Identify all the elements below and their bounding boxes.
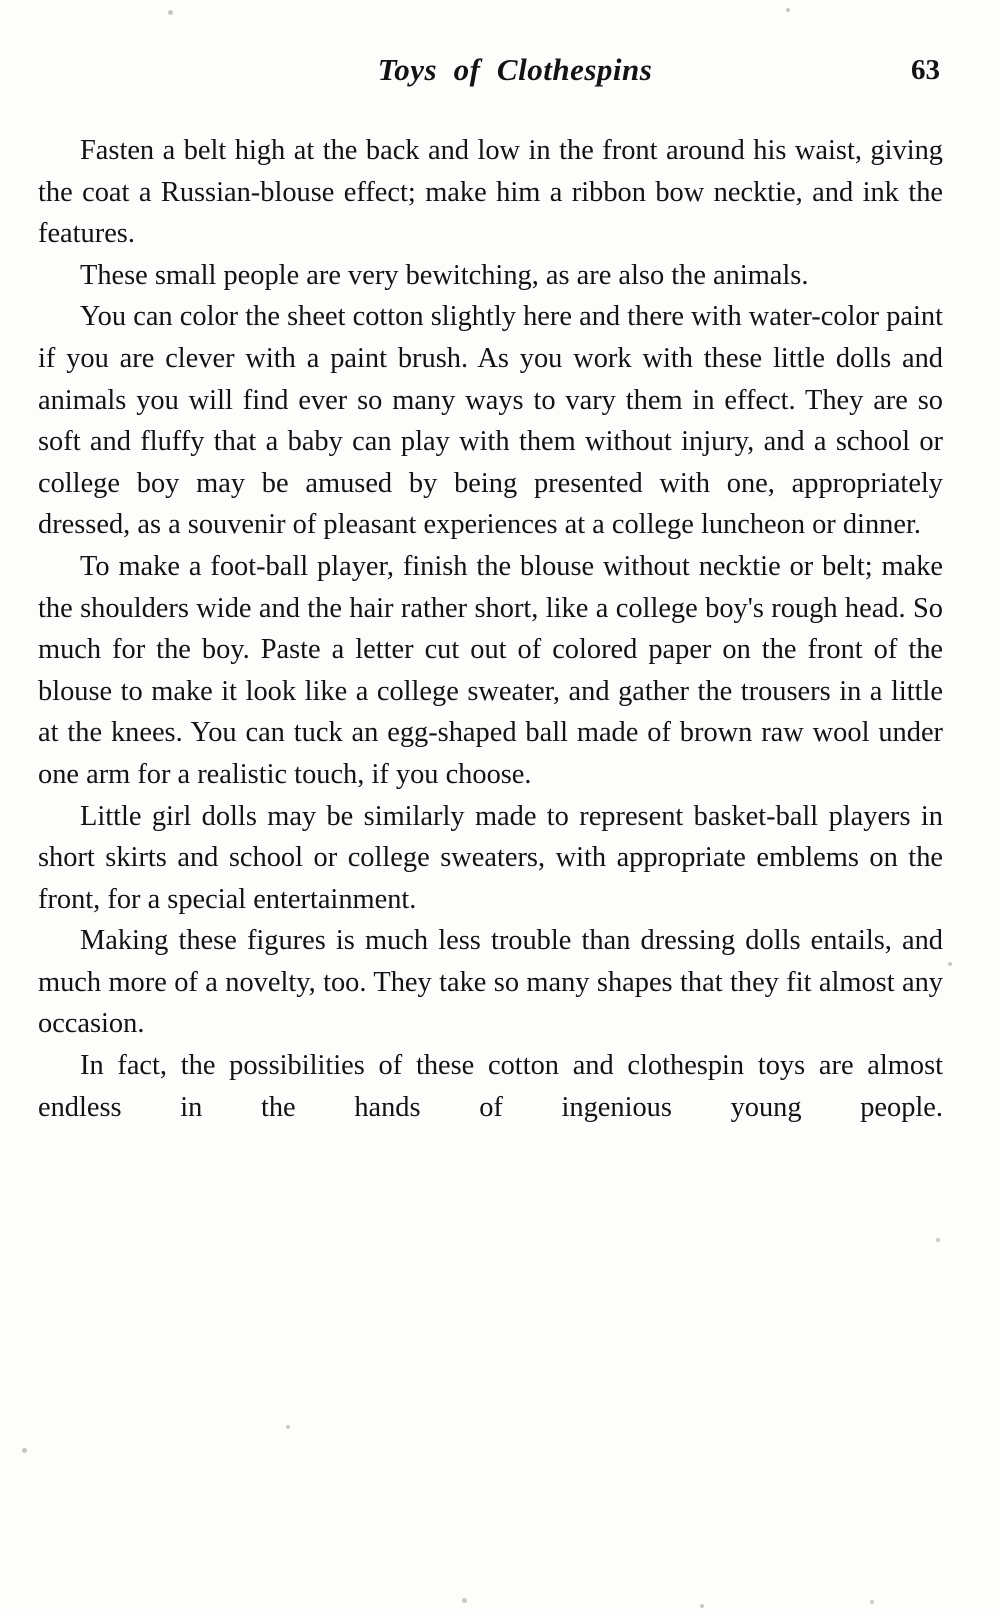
paragraph: To make a foot-ball player, finish the blouse without necktie or belt; make the shoulders wide and the hair rather short, like a college boy's rough head. So much for the boy. Paste a letter cut out of colored paper on the front of the blouse to make it look like a college sweater, and gather the trousers in a little at the knees. You can tuck an egg-shaped ball made of brown raw wool under one arm for a realistic touch, if you choose. xyxy=(38,550,943,790)
scan-speck xyxy=(870,1600,874,1604)
page-header xyxy=(90,52,940,98)
scan-speck xyxy=(948,962,952,966)
paragraph: You can color the sheet cotton slightly here and there with water-color paint if you are clever with a paint brush. As you work with these little dolls and animals you will find ever so many ways to vary them in effect. They are so soft and fluffy that a baby can play with them without injury, and a school or college boy may be amused by being presented with one, appropriately dressed, as a souvenir of pleasant experiences at a college luncheon or dinner. xyxy=(38,301,943,541)
page-number: 63 xyxy=(911,54,940,86)
scan-speck xyxy=(286,1425,290,1429)
paragraph: Making these figures is much less trouble than dressing dolls entails, and much more of a novelty, too. They take so many shapes that they fit almost any occasion. xyxy=(38,925,943,1040)
scan-speck xyxy=(462,1598,467,1603)
paragraph: In fact, the possibilities of these cotton and clothespin toys are almost endless in the hands of ingenious young people. xyxy=(38,1050,943,1123)
paragraph: Little girl dolls may be similarly made to represent basket-ball players in short skirts and school or college sweaters, with appropriate emblems on the front, for a special entertainment. xyxy=(38,800,943,915)
scan-speck xyxy=(22,1448,27,1453)
scan-speck xyxy=(936,1238,940,1242)
running-head-title: Toys of Clothespins xyxy=(377,52,653,87)
scan-speck xyxy=(168,10,173,15)
scan-speck xyxy=(700,1604,704,1608)
scan-speck xyxy=(786,8,790,12)
paragraph: These small people are very bewitching, as are also the animals. xyxy=(80,259,809,291)
paragraph: Fasten a belt high at the back and low in the front around his waist, giving the coat a Russian-blouse effect; make him a ribbon bow necktie, and ink the features. xyxy=(38,135,943,250)
page-body xyxy=(38,130,943,1170)
